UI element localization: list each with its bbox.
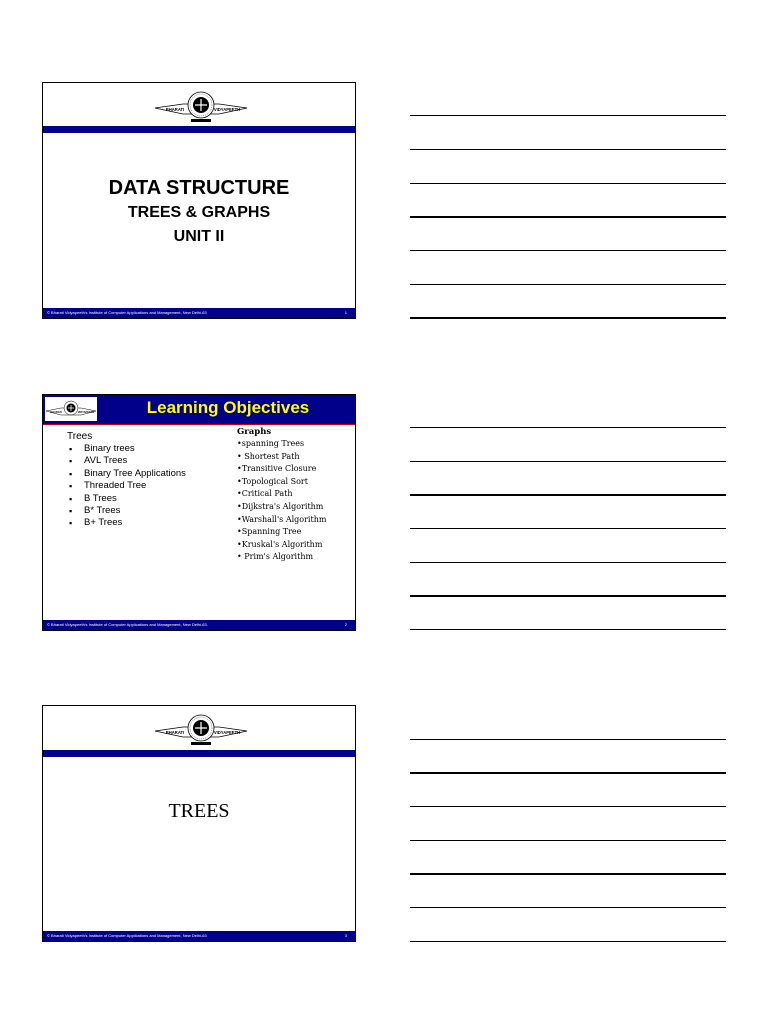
list-item: • Shortest Path [237, 451, 300, 461]
list-item: •Transitive Closure [237, 464, 317, 474]
trees-list [67, 443, 186, 530]
note-line [410, 739, 726, 740]
note-line [410, 595, 726, 597]
note-line [410, 284, 726, 285]
graphs-column [237, 426, 326, 564]
page-number: 1 [344, 310, 347, 315]
header-bar [43, 126, 355, 133]
slide-3 [42, 705, 356, 942]
bharati-vidyapeeth-logo [153, 708, 249, 748]
logo-left-text: BHARATI [165, 107, 185, 112]
title-rule [43, 424, 355, 425]
note-line [410, 629, 726, 630]
note-line [410, 216, 726, 218]
list-item: •Critical Path [237, 489, 293, 499]
slide-unit: UNIT II [173, 228, 225, 245]
footer-text: © Bharati Vidyapeeth's Institute of Computer Applications and Management, New Delhi-63 [47, 933, 207, 938]
slide-title: DATA STRUCTURE [108, 177, 290, 199]
note-line [410, 149, 726, 150]
note-line [410, 461, 726, 462]
list-item: ▪ B* Trees [67, 505, 186, 517]
page-number: 3 [344, 933, 347, 938]
list-item: •Topological Sort [237, 476, 308, 486]
note-line [410, 873, 726, 875]
logo-left-text: BHARATI [50, 411, 62, 414]
list-item: •Kruskal's Algorithm [237, 539, 323, 549]
note-line [410, 528, 726, 529]
note-line [410, 840, 726, 841]
slide-subtitle: TREES & GRAPHS [127, 204, 271, 221]
trees-column [67, 430, 186, 530]
logo-right-text: VIDYAPEETH [213, 107, 241, 112]
trees-heading: Trees [67, 431, 93, 442]
note-line [410, 115, 726, 116]
note-line [410, 941, 726, 942]
slide-1 [42, 82, 356, 319]
list-item: ▪ Threaded Tree [67, 480, 186, 492]
slide-title: TREES [168, 800, 230, 822]
slide-footer [43, 620, 355, 630]
slide-footer [43, 931, 355, 941]
slide-2 [42, 394, 356, 631]
list-item: ▪ B Trees [67, 493, 186, 505]
note-line [410, 427, 726, 428]
page-number: 2 [344, 622, 347, 627]
list-item: •spanning Trees [237, 439, 305, 448]
list-item: •Spanning Tree [237, 527, 302, 537]
graphs-list [237, 438, 326, 564]
note-line [410, 183, 726, 184]
note-line [410, 806, 726, 807]
list-item: ▪ Binary trees [67, 443, 186, 455]
note-line [410, 494, 726, 496]
list-item: •Dijkstra's Algorithm [237, 501, 324, 511]
slide-footer [43, 308, 355, 318]
list-item: ▪ AVL Trees [67, 455, 186, 467]
footer-text: © Bharati Vidyapeeth's Institute of Computer Applications and Management, New Delhi-63 [47, 310, 207, 315]
list-item: ▪ Binary Tree Applications [67, 468, 186, 480]
bharati-vidyapeeth-logo [45, 397, 97, 421]
footer-text: © Bharati Vidyapeeth's Institute of Computer Applications and Management, New Delhi-63. [47, 622, 208, 627]
note-line [410, 562, 726, 563]
note-line [410, 250, 726, 251]
bharati-vidyapeeth-logo [153, 85, 249, 125]
note-line [410, 772, 726, 774]
graphs-heading: Graphs [237, 427, 272, 437]
list-item: • Prim's Algorithm [237, 552, 314, 562]
note-line [410, 907, 726, 908]
logo-right-text: VIDYAPEETH [77, 411, 95, 414]
list-item: ▪ B+ Trees [67, 517, 186, 529]
list-item: •Warshall's Algorithm [237, 514, 327, 524]
note-line [410, 317, 726, 319]
logo-right-text: VIDYAPEETH [213, 730, 241, 735]
slide-title: Learning Objectives [146, 398, 310, 417]
header-bar [43, 750, 355, 757]
logo-left-text: BHARATI [165, 730, 185, 735]
